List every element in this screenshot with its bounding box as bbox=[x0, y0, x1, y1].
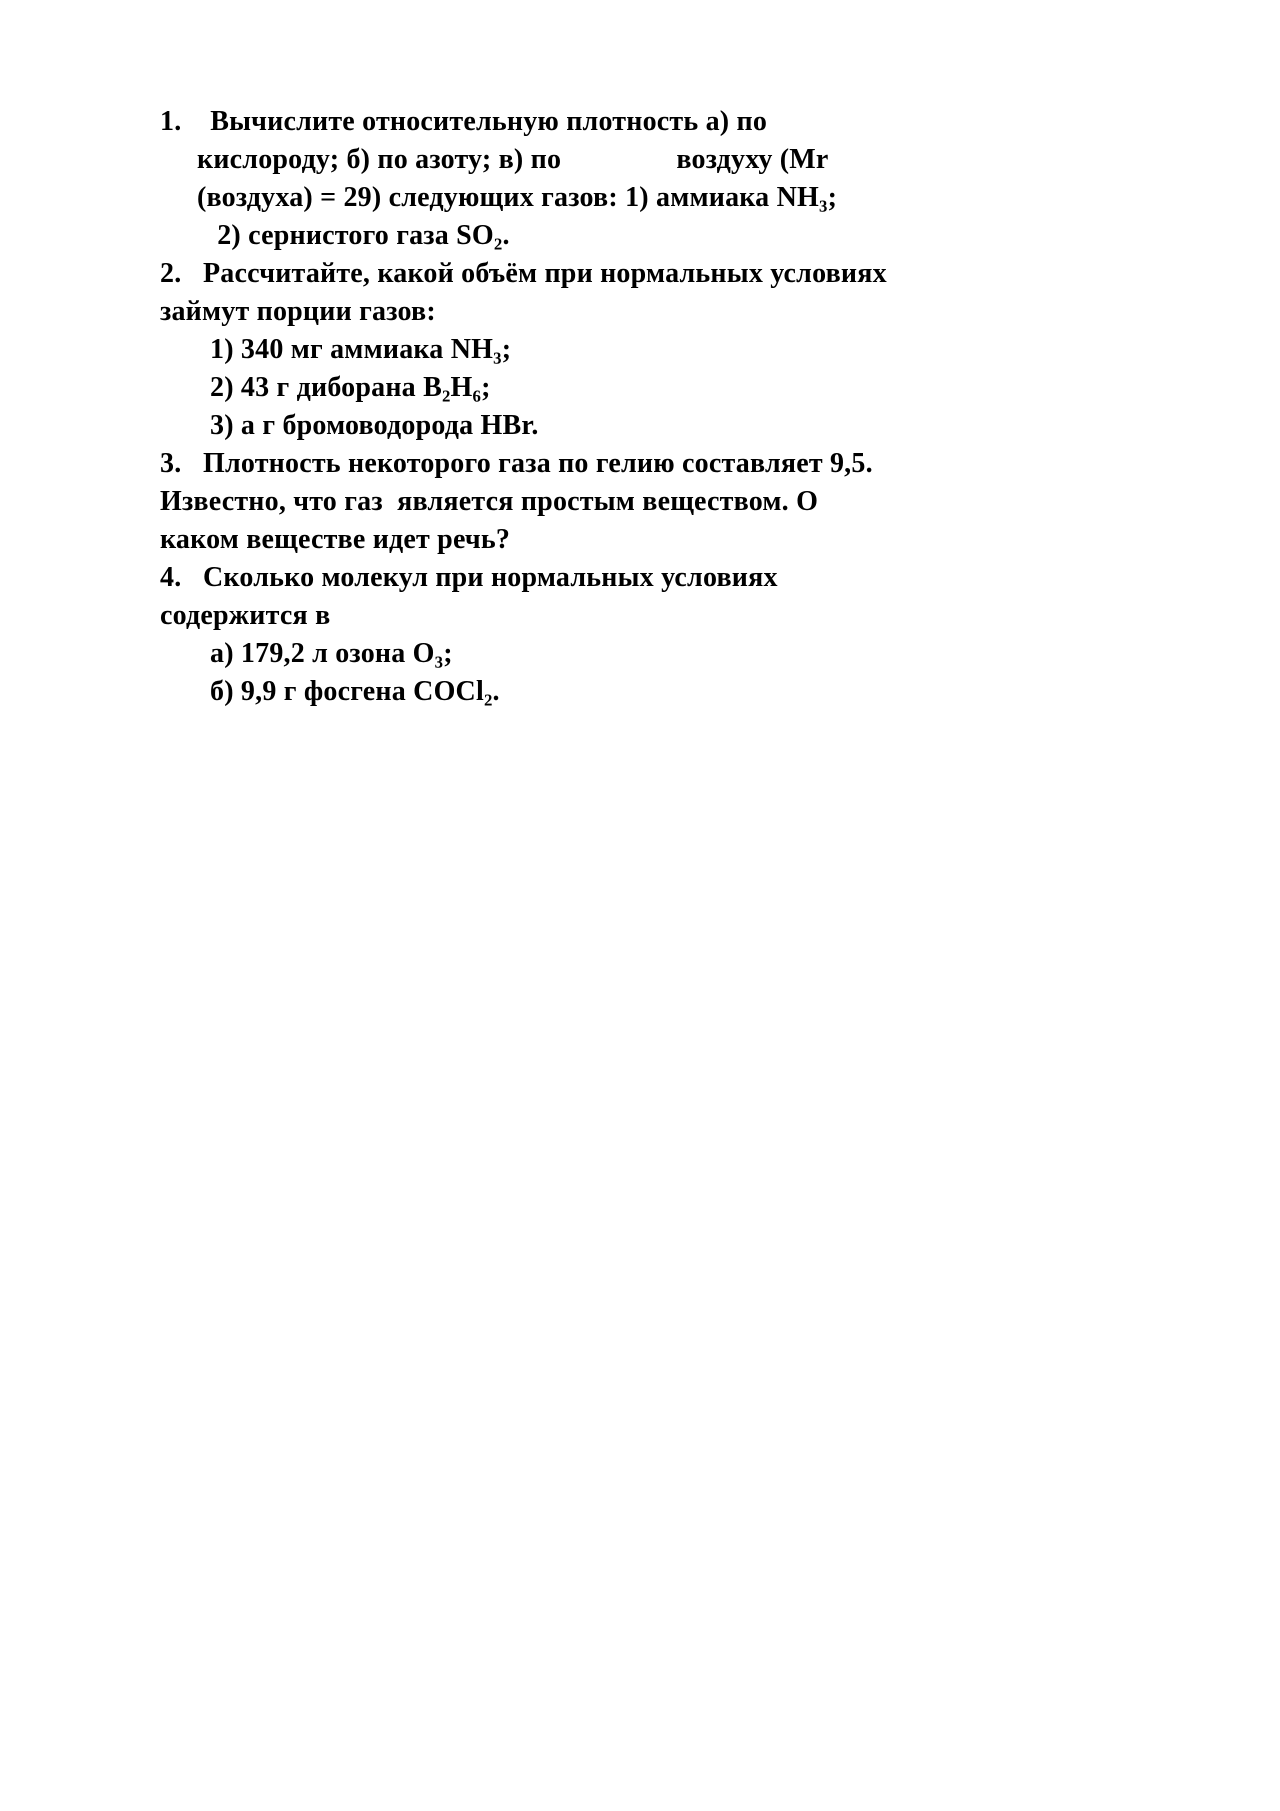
item-1-subitem-2: 2) сернистого газа SO₂. bbox=[210, 220, 510, 251]
item-4-subitem-b: б) 9,9 г фосгена COCl₂. bbox=[210, 676, 500, 707]
item-3-line-2: Известно, что газ является простым веществом. О bbox=[160, 486, 819, 517]
item-2-subitem-2: 2) 43 г диборана B₂H₆; bbox=[210, 372, 491, 403]
item-2-subitem-3: 3) а г бромоводорода HBr. bbox=[210, 410, 539, 441]
item-4-line-2: содержится в bbox=[160, 600, 331, 631]
item-2-line-1: 2. Рассчитайте, какой объём при нормальных условиях bbox=[160, 258, 887, 289]
item-1-line-2: кислороду; б) по азоту; в) по воздуху (Mr bbox=[197, 144, 829, 175]
item-3-line-1: 3. Плотность некоторого газа по гелию составляет 9,5. bbox=[160, 448, 873, 479]
item-2-line-2: займут порции газов: bbox=[160, 296, 436, 327]
item-4-subitem-a: а) 179,2 л озона O₃; bbox=[210, 638, 453, 669]
item-2-subitem-1: 1) 340 мг аммиака NH₃; bbox=[210, 334, 512, 365]
item-1-line-3: (воздуха) = 29) следующих газов: 1) аммиака NH₃; bbox=[197, 182, 838, 213]
item-4-line-1: 4. Сколько молекул при нормальных условиях bbox=[160, 562, 778, 593]
item-3-line-3: каком веществе идет речь? bbox=[160, 524, 511, 555]
item-1-line-1: 1. Вычислите относительную плотность а) по bbox=[160, 106, 768, 137]
